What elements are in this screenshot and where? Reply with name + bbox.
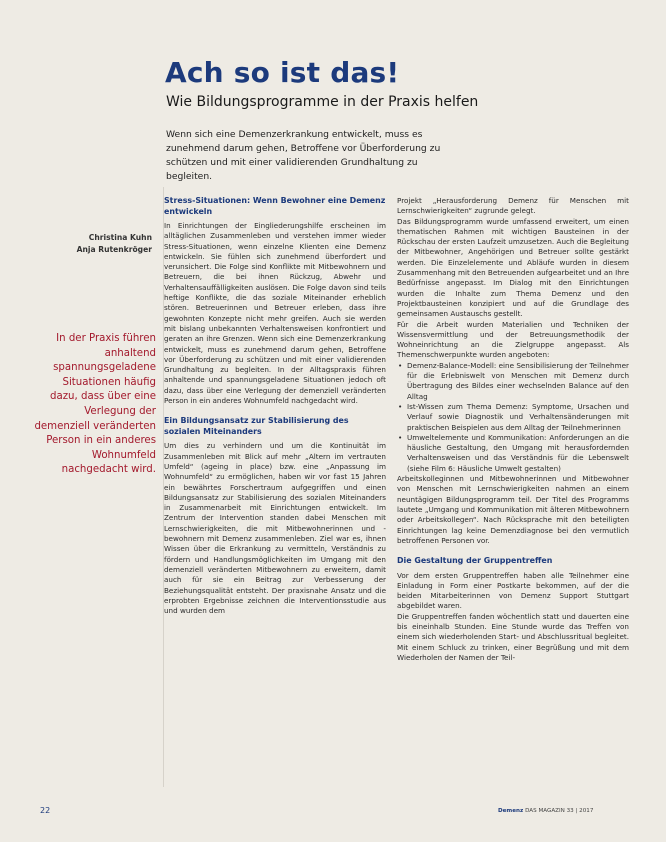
body-paragraph: Die Gruppentreffen fanden wöchentlich statt und dauerten eine bis eineinhalb Stunden. Eine Stunde wurde das Treffen von einem sich wiederholenden Start- und Abschlussritual begleitet. Mit einem Schluck zu trinken, einer Begrüßung und mit dem Wiederholen der Namen der Teil- xyxy=(397,611,629,662)
pull-quote: In der Praxis führen anhaltend spannungsgeladene Situationen häufig dazu, dass über eine Verlegung der demenziell veränderten Person in ein anderes Wohnumfeld nachgedacht wird. xyxy=(34,333,156,476)
list-item: • Umweltelemente und Kommunikation: Anforderungen an die häusliche Gestaltung, den Umgang mit herausfordernden Verhaltensweisen und das Verständnis für die Lebenswelt (siehe Film 6: Häusliche Umwelt gestalten) xyxy=(407,433,629,474)
list-item: • Demenz-Balance-Modell: eine Sensibilisierung der Teilnehmer für die Erlebniswelt von Menschen mit Demenz durch Übertragung des Bildes einer wechselnden Balance auf den Alltag xyxy=(407,361,629,402)
author-list xyxy=(60,232,152,256)
body-paragraph: Für die Arbeit wurden Materialien und Techniken der Wissensvermittlung und der Betreuungsmethodik der Wohneinrichtung an die Zielgruppe angepasst. Als Themenschwerpunkte wurden angeboten: xyxy=(397,319,629,360)
body-paragraph: Arbeitskolleginnen und Mitbewohnerinnen und Mitbewohner von Menschen mit Lernschwierigkeiten nahmen an einem neuntägigen Bildungsprogramm teil. Der Titel des Programms lautete „Umgang und Kommunikation mit älteren Mitbewohnern oder Arbeitskollegen“. Nach Rücksprache mit den beteiligten Einrichtungen lag keine Demenzdiagnose bei den vermutlich betroffenen Personen vor. xyxy=(397,474,629,545)
body-paragraph: In Einrichtungen der Eingliederungshilfe erscheinen im alltäglichen Zusammenleben und verstehen immer wieder Stress-Situationen, wenn einzelne Klienten eine Demenz entwickeln. Sie fühlen sich zunehmend überfordert und verunsichert. Die Folge sind Konflikte mit Mitbewohnern und Betreuern, die bei ihnen Rückzug, Abwehr und Verhaltensauffälligkeiten auslösen. Die Folge davon sind teils heftige Konflikte, die das soziale Miteinander erheblich stören. Betreuerinnen und Betreuer erleben, dass ihre gewohnten Konzepte nicht mehr greifen. Auch sie werden mit bislang unbekannten Verhaltensweisen konfrontiert und geraten an ihre Grenzen. Wenn sich eine Demenzerkrankung entwickelt, muss es zunehmend darum gehen, Betroffene vor Überforderung zu schützen und mit einer validierenden Grundhaltung zu begleiten. In der Alltagspraxis führen anhaltende und spannungsgeladene Situationen jedoch oft dazu, dass über eine Verlegung der demenziell veränderten Person in ein anderes Wohnumfeld nachgedacht wird. xyxy=(164,221,386,406)
footer-credit xyxy=(498,808,593,814)
article-column-left xyxy=(164,196,386,616)
body-paragraph: Das Bildungsprogramm wurde umfassend erweitert, um einen thematischen Rahmen mit wichtigen Bausteinen in der Rückschau der ersten Laufzeit umzusetzen. Auch die Begleitung der Mitbewohner, Angehörigen und Betreuer sollte gestärkt werden. Die Einzelelemente und Abläufe wurden in diesem Zusammenhang mit den Betreuenden aufgearbeitet und an Ihre Bedürfnisse angepasst. Im Dialog mit den Einrichtungen wurden die Inhalte zum Thema Demenz und den Projektbausteinen konzipiert und auf die Grundlage des gemeinsamen Austauschs gestellt. xyxy=(397,216,629,319)
section-heading: Stress-Situationen: Wenn Bewohner eine Demenz entwickeln xyxy=(164,196,386,216)
body-paragraph: Um dies zu verhindern und um die Kontinuität im Zusammenleben mit Blick auf mehr „Altern im vertrauten Umfeld“ (ageing in place) bzw. eine „Anpassung im Wohnumfeld“ zu ermöglichen, haben wir vor fast 15 Jahren ein bewährtes Forschertraum aufgegriffen und einen Bildungsansatz zur Stabilisierung des sozialen Miteinanders in Zusammenarbeit mit Einrichtungen entwickelt. Im Zentrum der Intervention standen dabei Menschen mit Lernschwierigkeiten, die mit Mitbewohnerinnen und -bewohnern mit Demenz zusammenleben. Ziel war es, ihnen Wissen über die Erkrankung zu vermitteln, Verständnis zu fördern und Handlungsmöglichkeiten im Umgang mit den demenziell veränderten Mitbewohnern zu erweitern, damit auch für sie ein Beitrag zur Verbesserung der Beziehungsqualität entsteht. Der praxisnahe Ansatz und die erprobten Ergebnisse zeichnen die Interventionsstudie aus und wurden dem xyxy=(164,441,386,616)
body-paragraph: Vor dem ersten Gruppentreffen haben alle Teilnehmer eine Einladung in Form einer Postkarte bekommen, auf der die beiden Mitarbeiterinnen von Demenz Support Stuttgart abgebildet waren. xyxy=(397,570,629,611)
article-subtitle: Wie Bildungsprogramme in der Praxis helfen xyxy=(166,94,479,110)
article-column-right xyxy=(397,196,629,663)
section-heading: Die Gestaltung der Gruppentreffen xyxy=(397,556,553,566)
footer-brand: Demenz xyxy=(498,808,524,814)
topic-list xyxy=(397,361,629,474)
article-title: Ach so ist das! xyxy=(165,56,400,89)
section-heading: Ein Bildungsansatz zur Stabilisierung des sozialen Miteinanders xyxy=(164,416,349,436)
footer-issue: DAS MAGAZIN 33 | 2017 xyxy=(525,808,594,814)
list-item: • Ist-Wissen zum Thema Demenz: Symptome, Ursachen und Verlauf sowie Diagnostik und Verhaltensänderungen mit praktischen Beispielen aus dem Alltag der Teilnehmerinnen xyxy=(407,402,629,433)
article-lead: Wenn sich eine Demenzerkrankung entwickelt, muss es zunehmend darum gehen, Betroffene vor Überforderung zu schützen und mit einer validierenden Grundhaltung zu begleiten. xyxy=(166,129,441,182)
page-number: 22 xyxy=(40,806,51,815)
author-name: Anja Rutenkröger xyxy=(76,245,152,254)
body-paragraph: Projekt „Herausforderung Demenz für Menschen mit Lernschwierigkeiten“ zugrunde gelegt. xyxy=(397,196,629,216)
author-name: Christina Kuhn xyxy=(88,233,152,242)
